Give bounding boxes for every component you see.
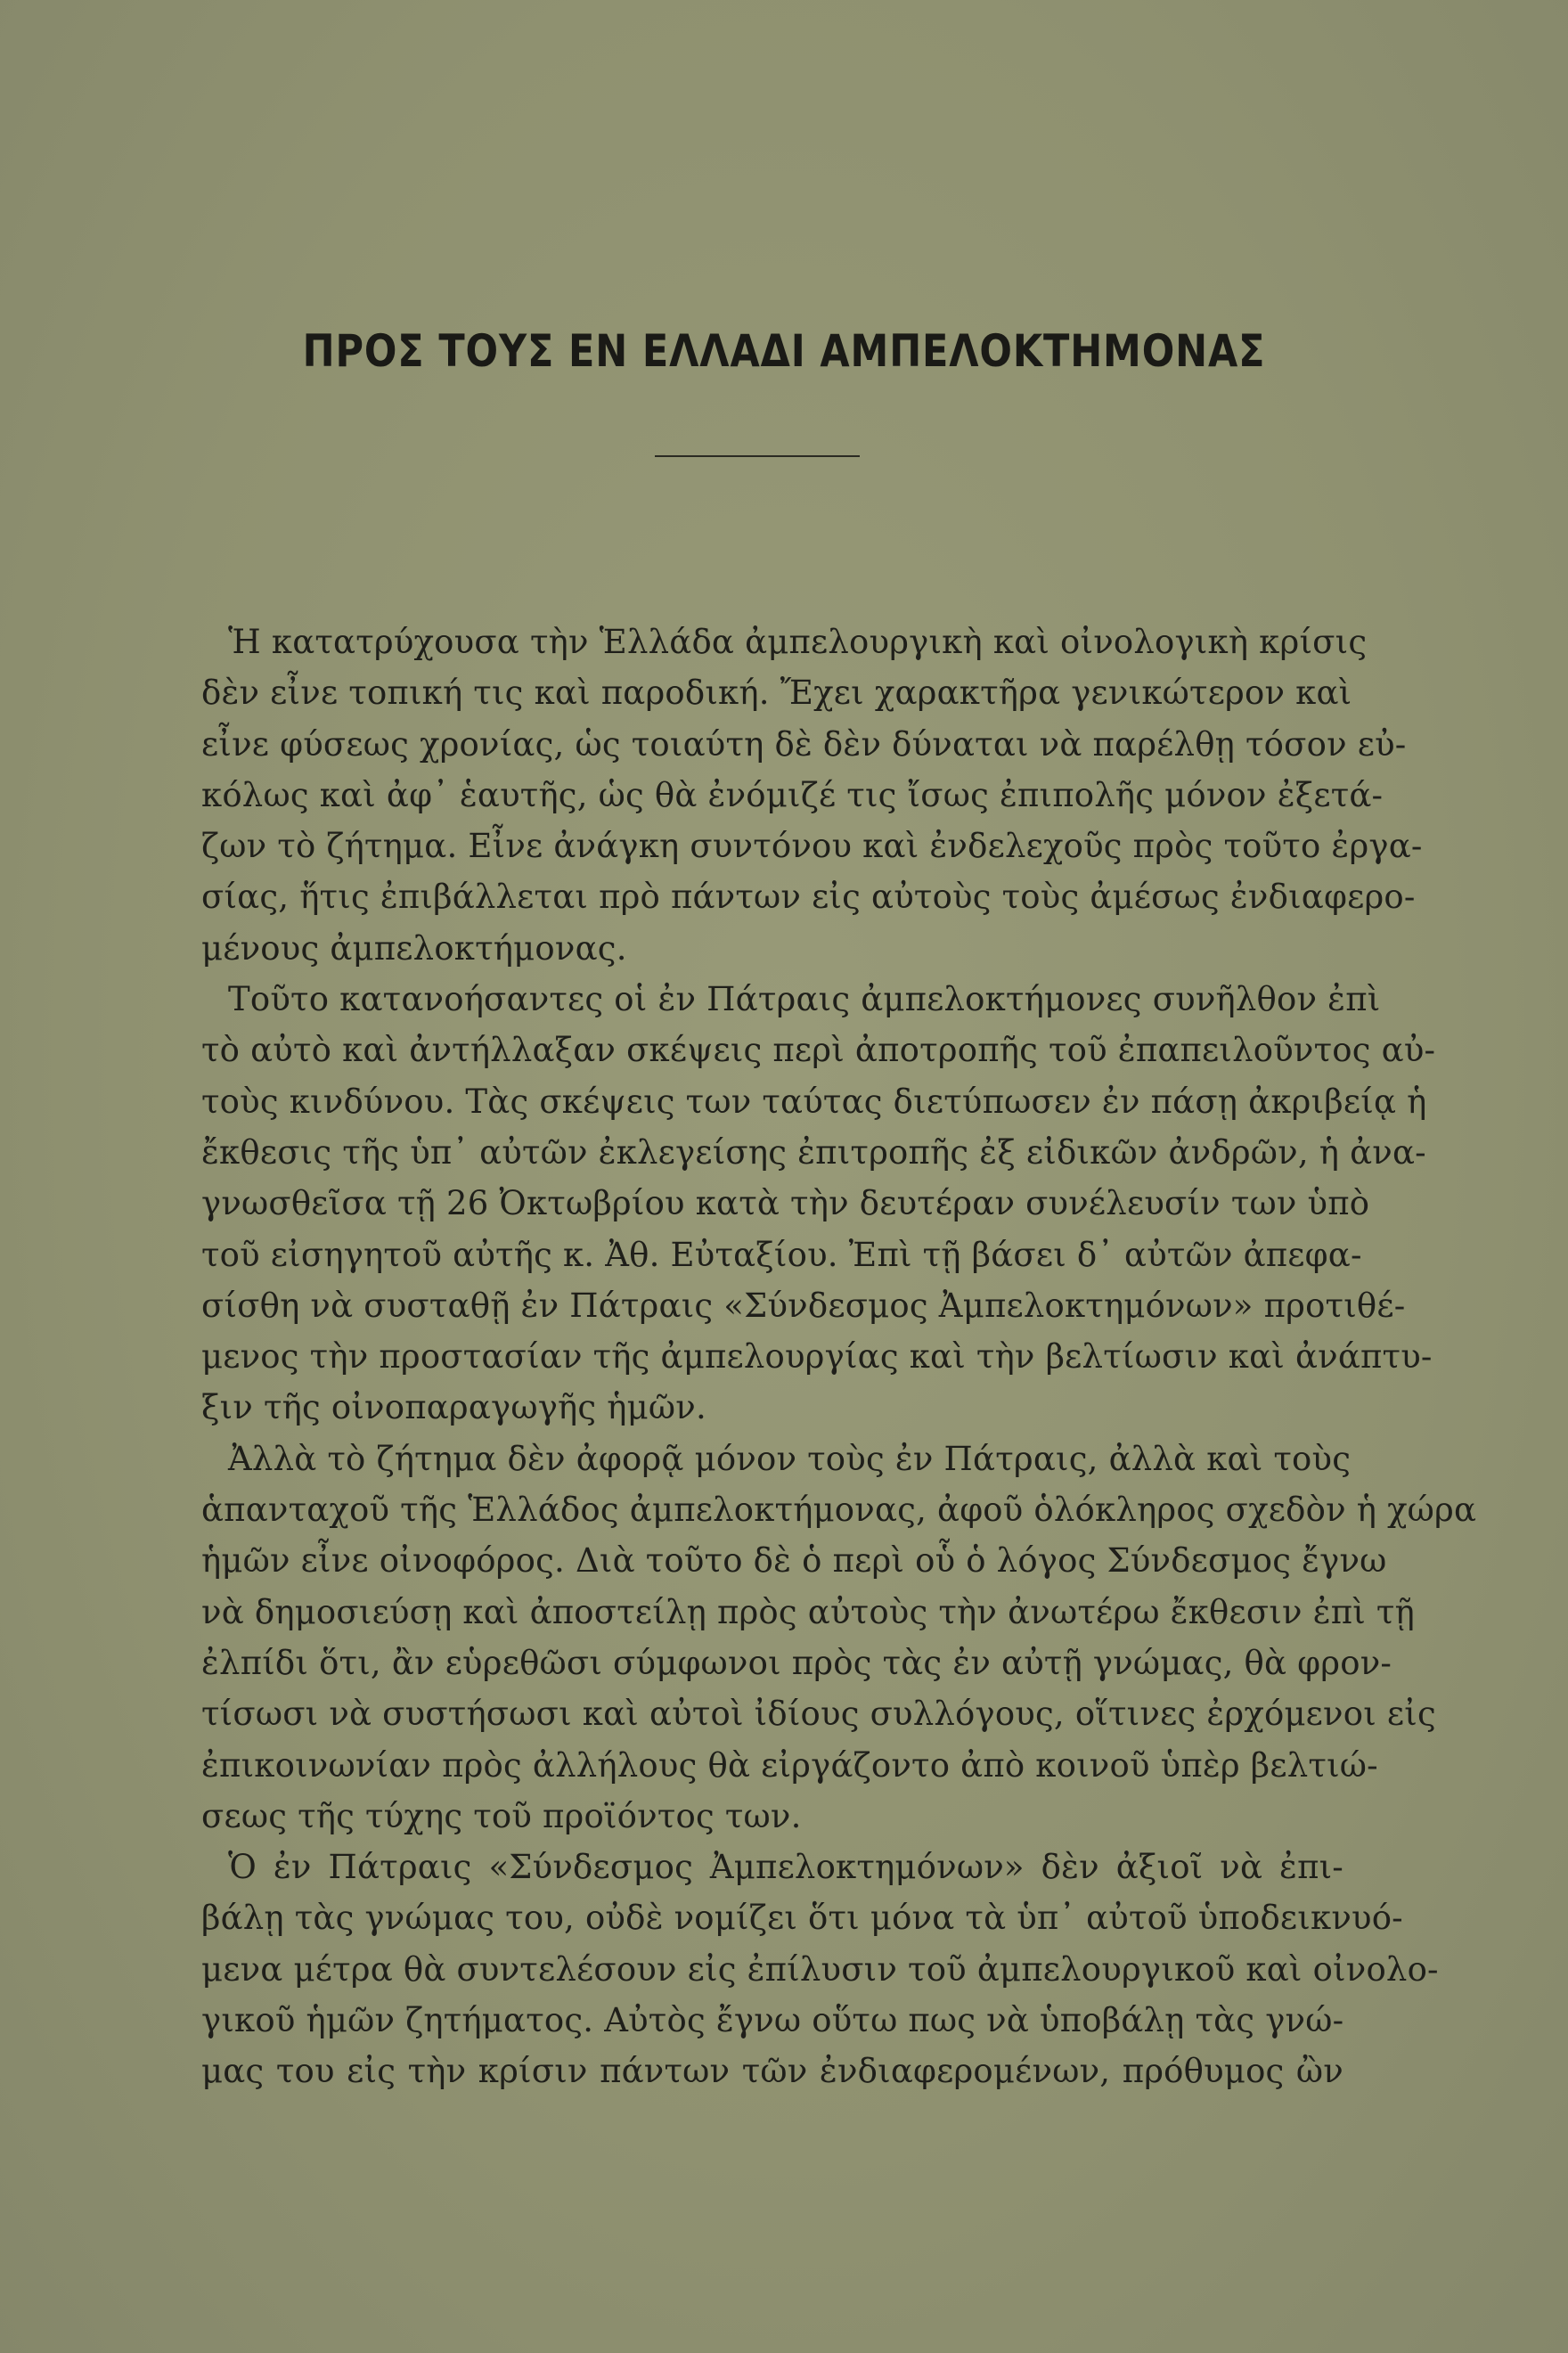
text-line: εἶνε φύσεως χρονίας, ὡς τοιαύτη δὲ δὲν δύναται νὰ παρέλθῃ τόσον εὐ- <box>201 724 1407 764</box>
text-line: σίας, ἥτις ἐπιβάλλεται πρὸ πάντων εἰς αὐτοὺς τοὺς ἀμέσως ἐνδιαφερο- <box>201 878 1416 917</box>
text-line: γνωσθεῖσα τῇ 26 Ὀκτωβρίου κατὰ τὴν δευτέραν συνέλευσίν των ὑπὸ <box>201 1184 1370 1223</box>
text-line: νὰ δημοσιεύσῃ καὶ ἀποστείλῃ πρὸς αὐτοὺς τὴν ἀνωτέρω ἔκθεσιν ἐπὶ τῇ <box>201 1592 1415 1631</box>
text-line: μενος τὴν προστασίαν τῆς ἀμπελουργίας καὶ τὴν βελτίωσιν καὶ ἀνάπτυ- <box>201 1337 1433 1377</box>
text-line: μας του εἰς τὴν κρίσιν πάντων τῶν ἐνδιαφερομένων, πρόθυμος ὢν <box>201 2052 1343 2091</box>
text-line: ζων τὸ ζήτημα. Εἶνε ἀνάγκη συντόνου καὶ ἐνδελεχοῦς πρὸς τοῦτο ἐργα- <box>201 827 1423 866</box>
text-line: ἔκθεσις τῆς ὑπ᾽ αὐτῶν ἐκλεγείσης ἐπιτροπῆς ἐξ εἰδικῶν ἀνδρῶν, ἡ ἀνα- <box>201 1132 1426 1172</box>
text-line: γικοῦ ἡμῶν ζητήματος. Αὐτὸς ἔγνω οὕτω πως νὰ ὑποβάλῃ τὰς γνώ- <box>201 2001 1344 2040</box>
text-line: κόλως καὶ ἀφ᾽ ἑαυτῆς, ὡς θὰ ἐνόμιζέ τις ἴσως ἐπιπολῆς μόνον ἐξετά- <box>201 775 1384 814</box>
text-line: σεως τῆς τύχης τοῦ προϊόντος των. <box>201 1796 802 1835</box>
title-divider <box>655 455 860 457</box>
text-line: Ὁ ἐν Πάτραις «Σύνδεσμος Ἀμπελοκτημόνων» δὲν ἀξιοῖ νὰ ἐπι- <box>228 1848 1343 1887</box>
text-line: βάλῃ τὰς γνώμας του, οὐδὲ νομίζει ὅτι μόνα τὰ ὑπ᾽ αὐτοῦ ὑποδεικνυό- <box>201 1899 1403 1938</box>
body-text <box>201 617 1477 2097</box>
text-line: τοὺς κινδύνου. Τὰς σκέψεις των ταύτας διετύπωσεν ἐν πάσῃ ἀκριβείᾳ ἡ <box>201 1082 1427 1121</box>
text-line: μενα μέτρα θὰ συντελέσουν εἰς ἐπίλυσιν τοῦ ἀμπελουργικοῦ καὶ οἰνολο- <box>201 1949 1439 1989</box>
text-line: Ἡ κατατρύχουσα τὴν Ἑλλάδα ἀμπελουργικὴ καὶ οἰνολογικὴ κρίσις <box>228 623 1368 661</box>
text-line: Τοῦτο κατανοήσαντες οἱ ἐν Πάτραις ἀμπελοκτήμονες συνῆλθον ἐπὶ <box>228 980 1381 1019</box>
text-line: μένους ἀμπελοκτήμονας. <box>201 928 627 968</box>
page-title: ΠΡΟΣ ΤΟΥΣ ΕΝ ΕΛΛΑΔΙ ΑΜΠΕΛΟΚΤΗΜΟΝΑΣ <box>302 325 1266 377</box>
text-line: ἁπανταχοῦ τῆς Ἑλλάδος ἀμπελοκτήμονας, ἀφοῦ ὁλόκληρος σχεδὸν ἡ χώρα <box>201 1491 1477 1530</box>
text-line: Ἀλλὰ τὸ ζήτημα δὲν ἀφορᾷ μόνον τοὺς ἐν Πάτραις, ἀλλὰ καὶ τοὺς <box>228 1439 1352 1478</box>
text-line: ξιν τῆς οἰνοπαραγωγῆς ἡμῶν. <box>201 1388 706 1427</box>
text-line: τίσωσι νὰ συστήσωσι καὶ αὐτοὶ ἰδίους συλλόγους, οἵτινες ἐρχόμενοι εἰς <box>201 1695 1436 1734</box>
text-line: τοῦ εἰσηγητοῦ αὐτῆς κ. Ἀθ. Εὐταξίου. Ἐπὶ τῇ βάσει δ᾽ αὐτῶν ἀπεφα- <box>201 1235 1362 1274</box>
text-line: δὲν εἶνε τοπική τις καὶ παροδική. Ἔχει χαρακτῆρα γενικώτερον καὶ <box>201 674 1352 713</box>
text-line: σίσθη νὰ συσταθῇ ἐν Πάτραις «Σύνδεσμος Ἀμπελοκτημόνων» προτιθέ- <box>201 1286 1406 1325</box>
text-line: ἐλπίδι ὅτι, ἂν εὑρεθῶσι σύμφωνοι πρὸς τὰς ἐν αὐτῇ γνώμας, θὰ φρον- <box>201 1643 1392 1682</box>
text-line: τὸ αὐτὸ καὶ ἀντήλλαξαν σκέψεις περὶ ἀποτροπῆς τοῦ ἐπαπειλοῦντος αὐ- <box>201 1031 1436 1070</box>
text-line: ἡμῶν εἶνε οἰνοφόρος. Διὰ τοῦτο δὲ ὁ περὶ οὗ ὁ λόγος Σύνδεσμος ἔγνω <box>201 1541 1387 1581</box>
text-line: ἐπικοινωνίαν πρὸς ἀλλήλους θὰ εἰργάζοντο ἀπὸ κοινοῦ ὑπὲρ βελτιώ- <box>201 1745 1378 1785</box>
